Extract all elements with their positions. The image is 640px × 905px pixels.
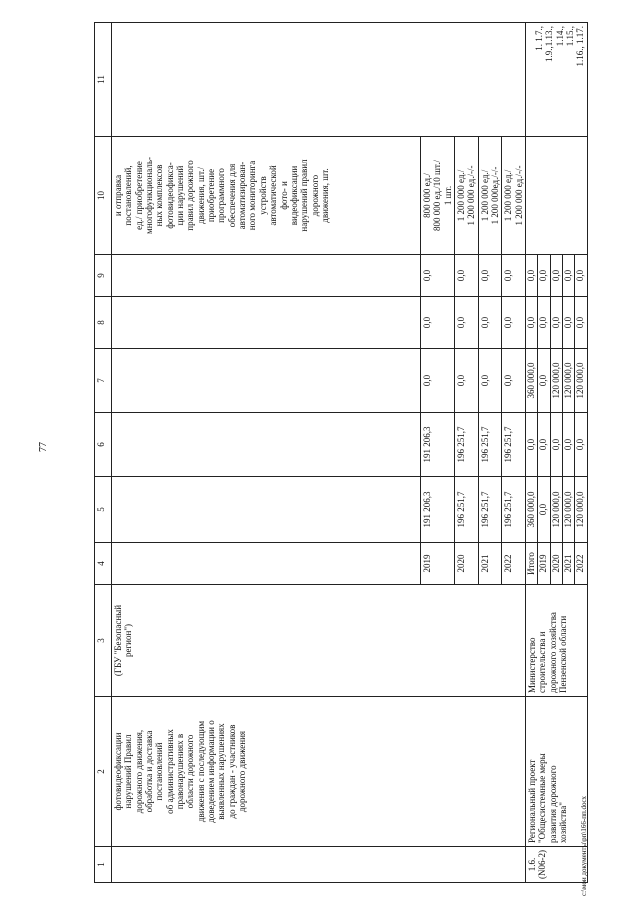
value-cell: 0,0 [538,255,550,296]
value-cell: 0,0 [455,349,479,413]
value-cell: 0,0 [421,297,455,349]
value-cell: 0,0 [455,297,479,349]
value-cell: 0,0 [551,297,563,348]
header-cell: 4 [95,543,112,585]
value-cell: 120 000,0 [551,349,563,412]
value-stack [526,297,588,349]
header-cell: 11 [95,23,112,137]
year-cell: 2019 [538,543,550,584]
year-cell: 2020 [551,543,563,584]
value-stack [526,349,588,413]
value-cell: 120 000,0 [551,477,563,542]
value-cell: 0,0 [421,349,455,413]
year-cell: 2022 [575,554,586,573]
value-cell: 0,0 [551,413,563,476]
value-cell: 191 206,3 [421,413,455,477]
page-number: 77 [38,442,49,452]
executor-cell: (ГБУ "Безопасный регион") [112,585,526,697]
year-cell: 2022 [502,543,526,585]
indicator-value: 1 200 000 ед./ 1 200 000 ед./-/- [502,137,526,255]
year-cell: 2020 [455,543,479,585]
value-cell: 196 251,7 [478,477,502,543]
value-stack [526,477,588,543]
value-cell: 0,0 [575,316,586,329]
value-cell: 0,0 [563,255,575,296]
table-row [112,23,421,883]
program-table [94,22,588,883]
value-cell: 191 206,3 [421,477,455,543]
value-cell: 0,0 [455,255,479,297]
year-cell: 2019 [421,543,455,585]
value-cell: 120 000,0 [575,362,586,399]
executor-cell: Министерство строительства и дорожного хозяйства Пензенской области [526,585,588,697]
value-cell: 0,0 [526,297,538,348]
year-cell: Итого [526,543,538,584]
header-cell: 8 [95,297,112,349]
indicator-refs: 1. 1.7., 1.9.,1.13., 1.14., 1.15., 1.16., 1.17. [526,23,588,137]
header-cell: 6 [95,413,112,477]
value-cell: 0,0 [563,413,575,476]
value-cell: 120 000,0 [575,491,586,528]
value-cell: 0,0 [538,413,550,476]
table-container [94,0,614,883]
indicator-value: 800 000 ед./ 800 000 ед./10 шт./ 1 шт. [421,137,455,255]
file-path-footer: c:\мои документы\рп\166-пп.docx [580,795,588,896]
year-stack [526,543,588,585]
activity-description: фотовидеофиксации нарушений Правил дорожного движения, обработка и доставка постановлений об административных правонарушениях в области дорожного движения с последующим доведением информации о выявленных нарушениях до граждан - участников дорожного движения [112,697,526,847]
value-cell: 0,0 [478,349,502,413]
year-cell: 2021 [563,543,575,584]
value-cell: 120 000,0 [563,349,575,412]
header-cell: 2 [95,697,112,847]
value-cell: 0,0 [575,269,586,282]
value-cell: 196 251,7 [455,477,479,543]
value-cell: 196 251,7 [502,477,526,543]
indicator-description: и отправка постановлений, ед./ приобретение многофункциональ- ных комплексов фотовидеофикса- ции нарушений правил дорожного движения, шт./ приобретение программного обеспечения для автоматизирован- ного мониторинга устройств автоматической фото- и видеофиксации нарушений правил дорожного движения, шт. [112,137,421,255]
project-name: Региональный проект "Общесистемные меры развития дорожного хозяйства" [526,697,588,847]
value-cell: 360 000,0 [526,349,538,412]
header-cell: 7 [95,349,112,413]
value-cell: 0,0 [563,297,575,348]
value-cell: 360 000,0 [526,477,538,542]
item-number: 1.6. (N06-2) [526,847,588,883]
value-cell: 0,0 [526,413,538,476]
value-stack [526,255,588,297]
table-row [526,23,588,883]
value-cell: 0,0 [421,255,455,297]
header-cell: 10 [95,137,112,255]
indicator-value: 1 200 000 ед./ 1 200 000ед./-/- [478,137,502,255]
value-cell: 196 251,7 [455,413,479,477]
value-cell: 0,0 [502,349,526,413]
value-cell: 0,0 [502,255,526,297]
header-cell: 5 [95,477,112,543]
value-cell: 0,0 [575,438,586,451]
value-cell: 0,0 [478,297,502,349]
value-stack [526,413,588,477]
value-cell: 0,0 [538,477,550,542]
header-row [95,23,112,883]
value-cell: 0,0 [551,255,563,296]
indicator-value: 1 200 000 ед./ 1 200 000 ед./-/- [455,137,479,255]
header-cell: 9 [95,255,112,297]
value-cell: 0,0 [538,349,550,412]
year-cell: 2021 [478,543,502,585]
value-cell: 0,0 [526,255,538,296]
value-cell: 0,0 [538,297,550,348]
value-cell: 0,0 [478,255,502,297]
header-cell: 3 [95,585,112,697]
value-cell: 196 251,7 [502,413,526,477]
header-cell: 1 [95,847,112,883]
value-cell: 196 251,7 [478,413,502,477]
value-cell: 120 000,0 [563,477,575,542]
value-cell: 0,0 [502,297,526,349]
